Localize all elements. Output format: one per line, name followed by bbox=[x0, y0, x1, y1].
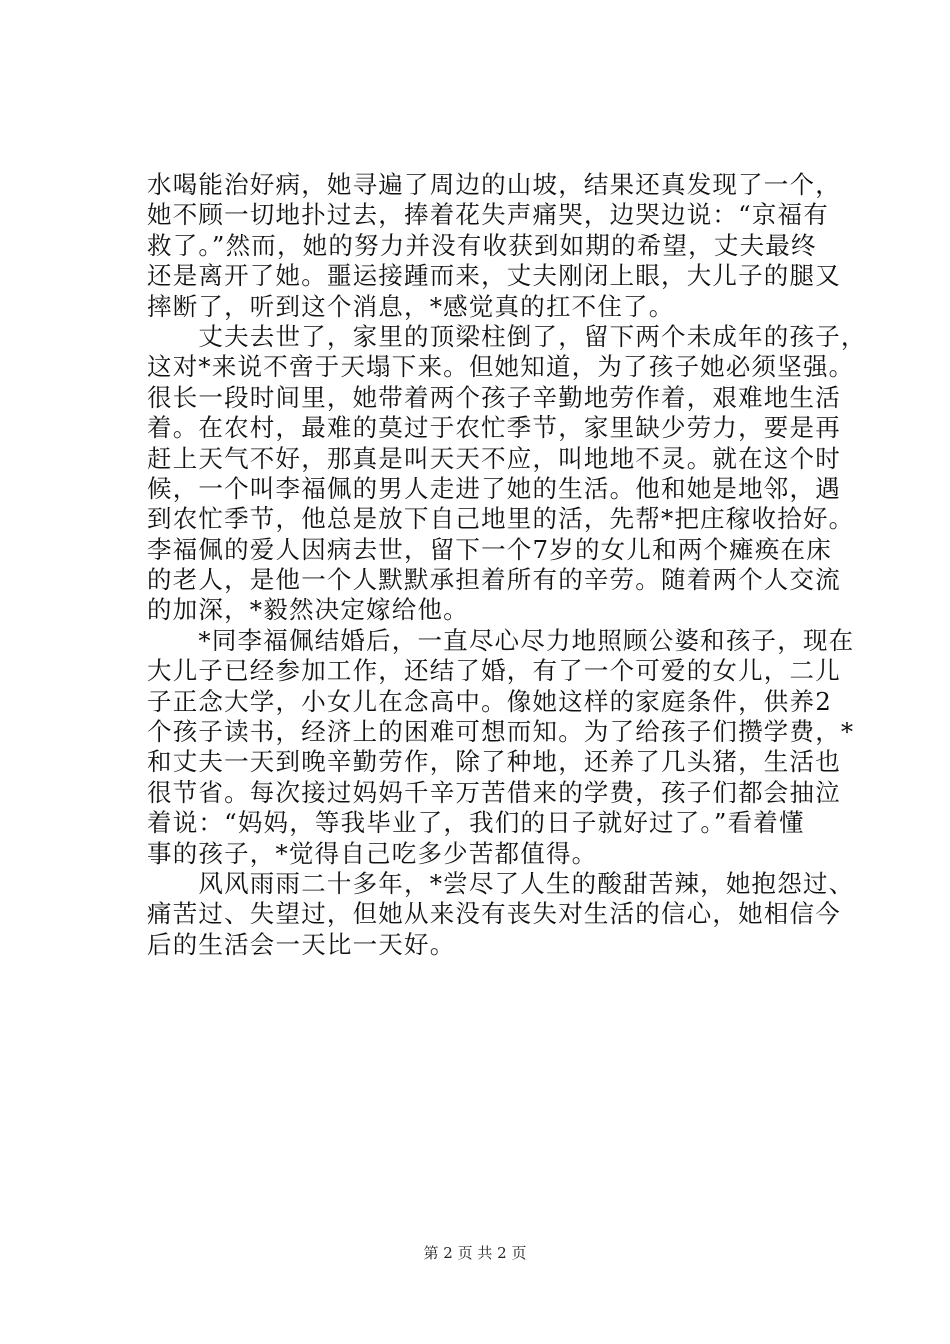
page-number-footer: 第 2 页 共 2 页 bbox=[423, 1244, 527, 1262]
text-line: 丈夫去世了，家里的顶梁柱倒了，留下两个未成年的孩子， bbox=[147, 321, 867, 351]
text-line: 后的生活会一天比一天好。 bbox=[147, 929, 456, 959]
text-line: 水喝能治好病，她寻遍了周边的山坡，结果还真发现了一个， bbox=[147, 170, 841, 199]
text-line: 着说：“妈妈，等我毕业了，我们的日子就好过了。”看着懂 bbox=[147, 808, 805, 838]
text-line: 李福佩的爱人因病去世，留下一个7岁的女儿和两个瘫痪在床 bbox=[147, 534, 832, 564]
text-line: 到农忙季节，他总是放下自己地里的活，先帮*把庄稼收拾好。 bbox=[147, 504, 855, 534]
text-line: 和丈夫一天到晚辛勤劳作，除了种地，还养了几头猪，生活也 bbox=[147, 747, 841, 777]
text-line: *同李福佩结婚后，一直尽心尽力地照顾公婆和孩子，现在 bbox=[147, 625, 855, 655]
text-line: 风风雨雨二十多年，*尝尽了人生的酸甜苦辣，她抱怨过、 bbox=[147, 868, 855, 898]
text-line: 赶上天气不好，那真是叫天天不应，叫地地不灵。就在这个时 bbox=[147, 443, 841, 473]
paragraph-3 bbox=[147, 625, 855, 869]
text-line: 事的孩子，*觉得自己吃多少苦都值得。 bbox=[147, 838, 598, 868]
text-line: 个孩子读书，经济上的困难可想而知。为了给孩子们攒学费，* bbox=[147, 717, 855, 747]
text-line: 候，一个叫李福佩的男人走进了她的生活。他和她是地邻，遇 bbox=[147, 473, 841, 503]
text-line: 还是离开了她。噩运接踵而来，丈夫刚闭上眼，大儿子的腿又 bbox=[147, 261, 841, 291]
text-line: 很长一段时间里，她带着两个孩子辛勤地劳作着，艰难地生活 bbox=[147, 382, 841, 412]
text-line: 子正念大学，小女儿在念高中。像她这样的家庭条件，供养2 bbox=[147, 686, 832, 716]
paragraph-4 bbox=[147, 868, 855, 960]
paragraph-2 bbox=[147, 321, 867, 626]
text-line: 这对*来说不啻于天塌下来。但她知道，为了孩子她必须坚强。 bbox=[147, 352, 855, 382]
text-line: 着。在农村，最难的莫过于农忙季节，家里缺少劳力，要是再 bbox=[147, 413, 841, 443]
text-line: 痛苦过、失望过，但她从来没有丧失对生活的信心，她相信今 bbox=[147, 899, 841, 929]
body-text bbox=[147, 170, 867, 960]
paragraph-1 bbox=[147, 170, 847, 322]
text-line: 她不顾一切地扑过去，捧着花失声痛哭，边哭边说：“京福有 bbox=[147, 200, 829, 230]
text-line: 的老人，是他一个人默默承担着所有的辛劳。随着两个人交流 bbox=[147, 565, 841, 595]
text-line: 摔断了，听到这个消息，*感觉真的扛不住了。 bbox=[147, 291, 675, 321]
text-line: 的加深，*毅然决定嫁给他。 bbox=[147, 595, 469, 625]
text-line: 救了。”然而，她的努力并没有收获到如期的希望，丈夫最终 bbox=[147, 230, 817, 260]
text-line: 大儿子已经参加工作，还结了婚，有了一个可爱的女儿，二儿 bbox=[147, 656, 841, 686]
text-line: 很节省。每次接过妈妈千辛万苦借来的学费，孩子们都会抽泣 bbox=[147, 777, 841, 807]
